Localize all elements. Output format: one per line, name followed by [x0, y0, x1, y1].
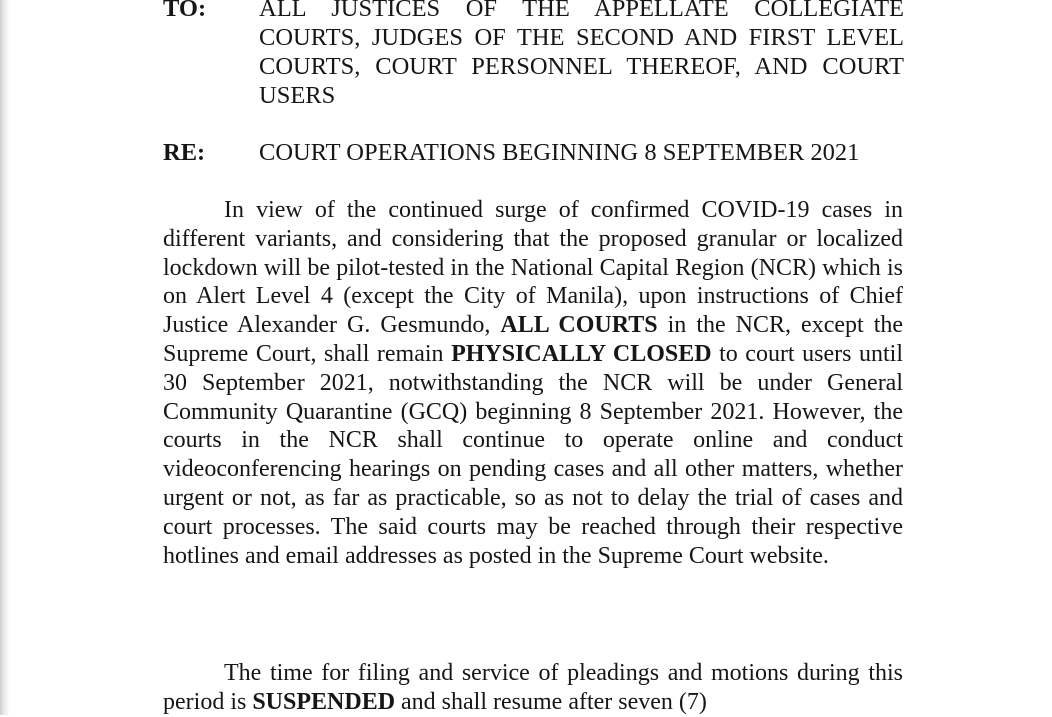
- re-subject: COURT OPERATIONS BEGINNING 8 SEPTEMBER 2021: [259, 139, 860, 166]
- paragraph-1-bold-physically-closed: PHYSICALLY CLOSED: [451, 340, 712, 367]
- paragraph-1-text-c: to court users until 30 September 2021, notwithstanding the NCR will be under General Community Quarantine (GCQ) beginning 8 September 2021. However, the courts in the NCR shall continue to operate online and conduct videoconferencing hearings on pending cases and all other matters, whether urgent or not, as far as practicable, so as not to delay the trial of cases and court processes. The said courts may be reached through their respective hotlines and email addresses as posted in the Supreme Court website.: [163, 340, 903, 569]
- to-recipients: ALL JUSTICES OF THE APPELLATE COLLEGIATE COURTS, JUDGES OF THE SECOND AND FIRST LEVEL COURTS, COURT PERSONNEL THEREOF, AND COURT USERS: [259, 0, 904, 109]
- body-paragraph-1: [163, 196, 903, 570]
- paragraph-1-text-a: In view of the continued surge of confirmed COVID-19 cases in different variants, and considering that the proposed granular or localized lockdown will be pilot-tested in the National Capital Region (NCR) which is on Alert Level 4 (except the City of Manila), upon instructions of Chief Justice Alexander G. Gesmundo,: [163, 197, 903, 339]
- paragraph-2-bold-suspended: SUSPENDED: [252, 688, 396, 715]
- paragraph-2-text-a: The time for filing and service of pleadings and motions during this period is: [163, 660, 903, 715]
- body-paragraph-2: [163, 659, 903, 717]
- re-label: RE:: [163, 139, 206, 166]
- to-label: TO:: [163, 0, 207, 22]
- paragraph-1-bold-all-courts: ALL COURTS: [500, 312, 658, 339]
- paragraph-2-text-b: and shall resume after seven (7): [395, 688, 707, 715]
- paragraph-1-text-b: in the NCR, except the Supreme Court, shall remain: [163, 312, 904, 367]
